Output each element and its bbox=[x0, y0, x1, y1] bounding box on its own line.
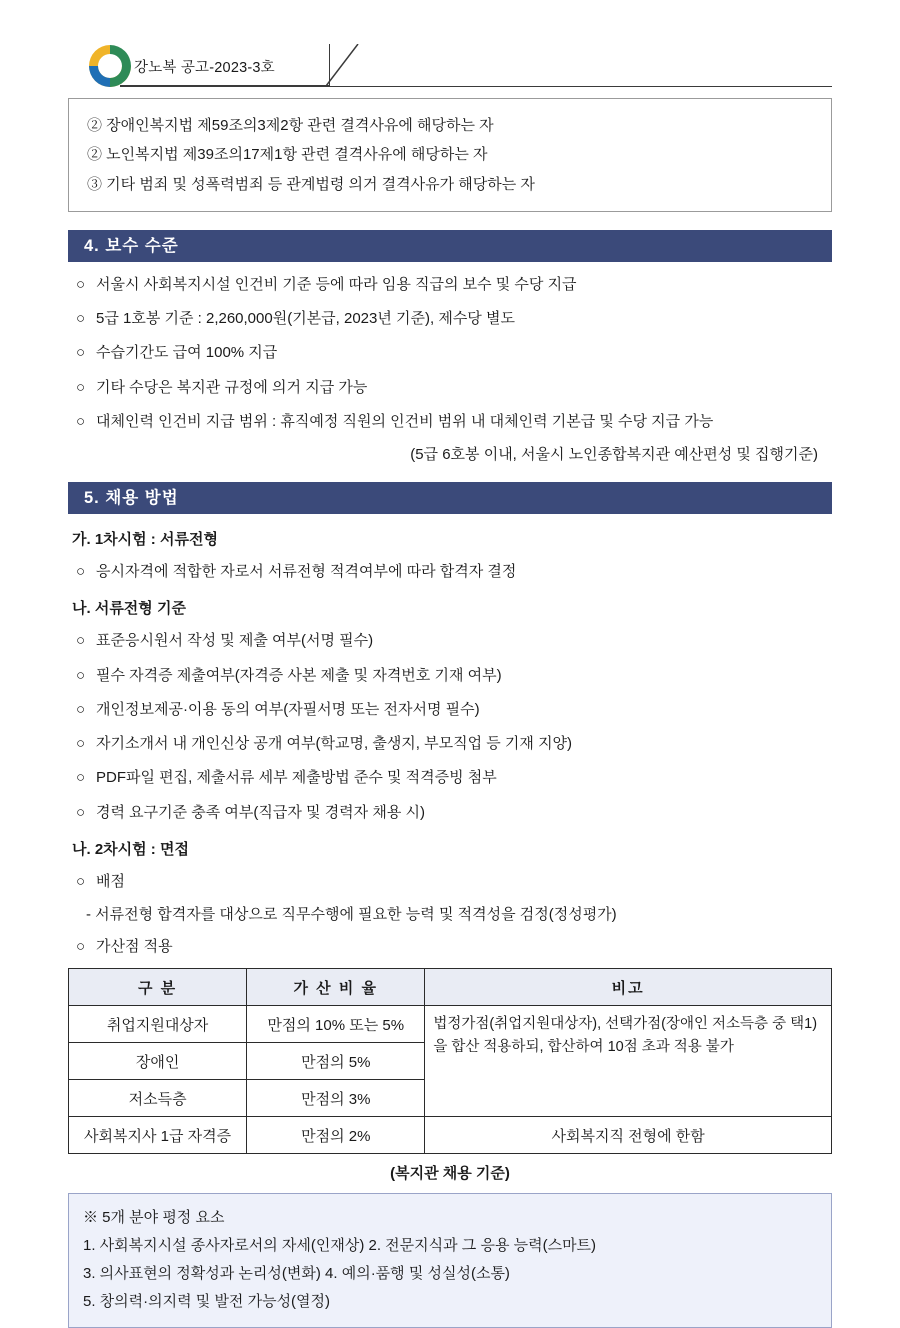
doc-criteria-item-4 bbox=[76, 732, 832, 755]
bullet-circle-icon: ○ bbox=[76, 344, 86, 362]
compensation-item-2-text: 5급 1호봉 기준 : 2,260,000원(기본급, 2023년 기준), 제수당 별도 bbox=[96, 310, 515, 327]
doc-criteria-item-1-text: 표준응시원서 작성 및 제출 여부(서명 필수) bbox=[96, 632, 374, 650]
section-heading-compensation: 4. 보수 수준 bbox=[68, 230, 832, 262]
disqualification-box bbox=[68, 98, 832, 212]
second-exam-dash-note: - 서류전형 합격자를 대상으로 직무수행에 필요한 능력 및 적격성을 검정(정성평가) bbox=[86, 906, 617, 923]
page-header bbox=[68, 40, 832, 92]
bullet-circle-icon: ○ bbox=[76, 700, 86, 718]
doc-criteria-item-6 bbox=[76, 801, 832, 824]
first-exam-item-1-text: 응시자격에 적합한 자로서 서류전형 적격여부에 따라 합격자 결정 bbox=[96, 563, 517, 580]
table-row bbox=[69, 1117, 832, 1154]
compensation-item-5 bbox=[76, 410, 832, 433]
row-4-remark: 사회복지직 전형에 한함 bbox=[425, 1117, 832, 1154]
bullet-circle-icon: ○ bbox=[76, 310, 86, 327]
bullet-circle-icon: ○ bbox=[76, 632, 86, 650]
bullet-circle-icon: ○ bbox=[76, 769, 86, 787]
bullet-circle-icon: ○ bbox=[76, 412, 86, 430]
doc-criteria-item-2-text: 필수 자격증 제출여부(자격증 사본 제출 및 자격번호 기재 여부) bbox=[96, 666, 502, 684]
compensation-right-note: (5급 6호봉 이내, 서울시 노인종합복지관 예산편성 및 집행기준) bbox=[410, 446, 818, 463]
doc-criteria-item-2 bbox=[76, 664, 832, 687]
disqualification-line-2: ② 노인복지법 제39조의17제1항 관련 결격사유에 해당하는 자 bbox=[87, 146, 488, 164]
subheading-first-exam: 가. 1차시험 : 서류전형 bbox=[72, 531, 218, 548]
evaluation-title: ※ 5개 분야 평정 요소 bbox=[83, 1209, 225, 1227]
compensation-item-1-text: 서울시 사회복지시설 인건비 기준 등에 따라 임용 직급의 보수 및 수당 지급 bbox=[96, 275, 577, 293]
doc-criteria-item-3 bbox=[76, 698, 832, 721]
doc-criteria-item-6-text: 경력 요구기준 충족 여부(직급자 및 경력자 채용 시) bbox=[96, 803, 425, 821]
evaluation-line-1: 1. 사회복지시설 종사자로서의 자세(인재상) 2. 전문지식과 그 응용 능력(스마트) bbox=[83, 1237, 597, 1254]
compensation-item-3-text: 수습기간도 급여 100% 지급 bbox=[96, 344, 278, 362]
doc-criteria-item-1 bbox=[76, 629, 832, 652]
row-1-rate: 만점의 10% 또는 5% bbox=[247, 1006, 425, 1043]
table-caption: (복지관 채용 기준) bbox=[390, 1165, 510, 1183]
second-exam-item-1-text: 배점 bbox=[96, 872, 125, 890]
subheading-second-exam: 나. 2차시험 : 면접 bbox=[72, 840, 189, 858]
disqualification-line-3: ③ 기타 범죄 및 성폭력범죄 등 관계법령 의거 결격사유가 해당하는 자 bbox=[87, 175, 535, 193]
evaluation-elements-box bbox=[68, 1193, 832, 1328]
row-1-category: 취업지원대상자 bbox=[69, 1006, 247, 1043]
second-exam-item-2 bbox=[76, 935, 832, 958]
doc-criteria-item-4-text: 자기소개서 내 개인신상 공개 여부(학교명, 출생지, 부모직업 등 기재 지양) bbox=[96, 735, 573, 752]
table-row bbox=[69, 1006, 832, 1043]
table-header-rate: 가 산 비 율 bbox=[247, 969, 425, 1006]
table-header-remark: 비고 bbox=[425, 969, 832, 1006]
first-exam-item-1 bbox=[76, 560, 832, 583]
bullet-circle-icon: ○ bbox=[76, 872, 86, 890]
compensation-item-1 bbox=[76, 273, 832, 296]
compensation-item-4 bbox=[76, 376, 832, 399]
row-2-category: 장애인 bbox=[69, 1043, 247, 1080]
evaluation-line-3: 5. 창의력·의지력 및 발전 가능성(열정) bbox=[83, 1292, 331, 1310]
table-header-category: 구 분 bbox=[69, 969, 247, 1006]
disqualification-line-1: ② 장애인복지법 제59조의3제2항 관련 결격사유에 해당하는 자 bbox=[87, 117, 494, 134]
bullet-circle-icon: ○ bbox=[76, 803, 86, 821]
header-diagonal bbox=[326, 44, 362, 86]
row-3-category: 저소득층 bbox=[69, 1080, 247, 1117]
second-exam-item-2-text: 가산점 적용 bbox=[96, 938, 173, 955]
row-3-rate: 만점의 3% bbox=[247, 1080, 425, 1117]
compensation-item-4-text: 기타 수당은 복지관 규정에 의거 지급 가능 bbox=[96, 378, 368, 396]
table-header-row bbox=[69, 969, 832, 1006]
row-4-rate: 만점의 2% bbox=[247, 1117, 425, 1154]
compensation-item-2 bbox=[76, 307, 832, 330]
doc-criteria-item-3-text: 개인정보제공·이용 동의 여부(자필서명 또는 전자서명 필수) bbox=[96, 700, 480, 718]
subheading-document-criteria: 나. 서류전형 기준 bbox=[72, 600, 186, 618]
compensation-item-5-text: 대체인력 인건비 지급 범위 : 휴직예정 직원의 인건비 범위 내 대체인력 기본급 및 수당 지급 가능 bbox=[96, 412, 714, 430]
bullet-circle-icon: ○ bbox=[76, 666, 86, 684]
header-rule bbox=[120, 86, 832, 87]
remark-merged-cell: 법정가점(취업지원대상자), 선택가점(장애인 저소득층 중 택1)을 합산 적용하되, 합산하여 10점 초과 적용 불가 bbox=[425, 1006, 832, 1117]
additional-points-table bbox=[68, 968, 832, 1154]
evaluation-line-2: 3. 의사표현의 정확성과 논리성(변화) 4. 예의·품행 및 성실성(소통) bbox=[83, 1264, 510, 1282]
header-title: 강노복 공고-2023-3호 bbox=[134, 60, 275, 76]
row-4-category: 사회복지사 1급 자격증 bbox=[69, 1117, 247, 1154]
bullet-circle-icon: ○ bbox=[76, 938, 86, 955]
compensation-item-3 bbox=[76, 341, 832, 364]
bullet-circle-icon: ○ bbox=[76, 378, 86, 396]
bullet-circle-icon: ○ bbox=[76, 275, 86, 293]
bullet-circle-icon: ○ bbox=[76, 735, 86, 752]
row-2-rate: 만점의 5% bbox=[247, 1043, 425, 1080]
section-heading-recruitment: 5. 채용 방법 bbox=[68, 482, 832, 514]
doc-criteria-item-5-text: PDF파일 편집, 제출서류 세부 제출방법 준수 및 적격증빙 첨부 bbox=[96, 769, 497, 787]
doc-criteria-item-5 bbox=[76, 766, 832, 789]
bullet-circle-icon: ○ bbox=[76, 563, 86, 580]
second-exam-item-1 bbox=[76, 870, 832, 893]
